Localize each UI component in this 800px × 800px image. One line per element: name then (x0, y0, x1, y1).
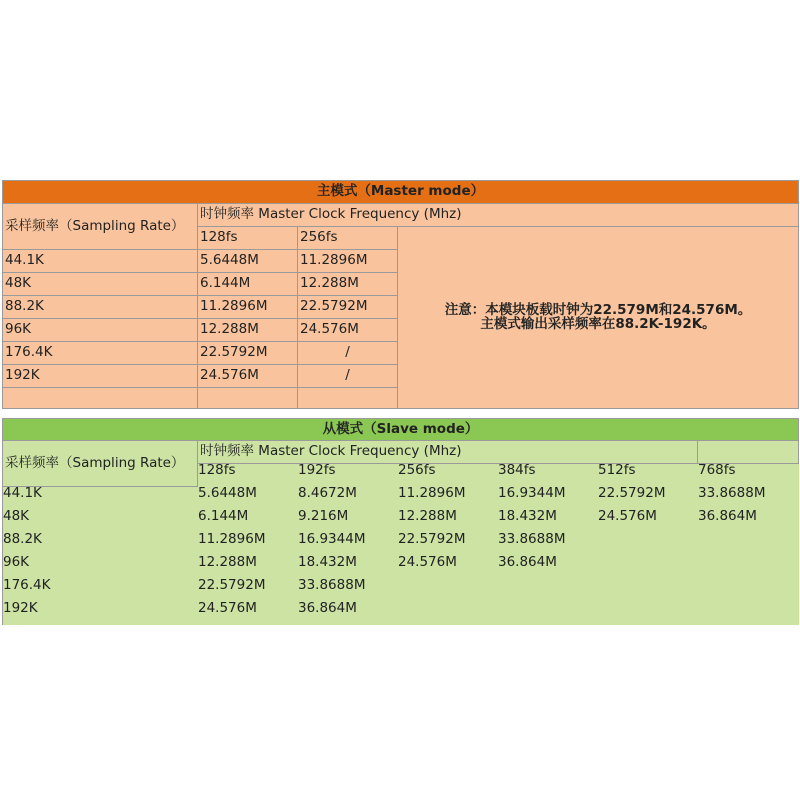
master-value-cell: 11.2896M (198, 296, 298, 319)
master-value-cell: 5.6448M (198, 250, 298, 273)
master-value-cell: 24.576M (298, 319, 398, 342)
master-value-cell: 6.144M (198, 273, 298, 296)
master-value-cell: 11.2896M (298, 250, 398, 273)
slave-empty-cell (698, 441, 799, 464)
master-note (398, 227, 799, 409)
slave-mode-table (2, 418, 799, 625)
table-spacer (2, 404, 798, 418)
master-rate-cell: 176.4K (3, 342, 198, 365)
master-value-cell: / (298, 342, 398, 365)
master-mode-table (2, 180, 799, 409)
master-rate-cell: 48K (3, 273, 198, 296)
slave-clock-frequency-header: 时钟频率 Master Clock Frequency (Mhz) (198, 441, 698, 464)
master-value-cell: / (298, 365, 398, 388)
master-mode-title: 主模式（Master mode） (3, 181, 799, 204)
master-rate-cell: 192K (3, 365, 198, 388)
master-value-cell: 24.576M (198, 365, 298, 388)
master-note-line-2: 主模式输出采样频率在88.2K-192K。 (480, 315, 716, 332)
master-rate-cell: 88.2K (3, 296, 198, 319)
master-column-header: 256fs (298, 227, 398, 250)
master-rate-cell: 96K (3, 319, 198, 342)
master-column-header: 128fs (198, 227, 298, 250)
master-note-line-1: 注意：本模块板载时钟为22.579M和24.576M。 (444, 302, 752, 318)
master-sampling-rate-header: 采样频率（Sampling Rate） (3, 204, 198, 250)
master-value-cell: 12.288M (298, 273, 398, 296)
master-value-cell: 22.5792M (298, 296, 398, 319)
master-value-cell: 22.5792M (198, 342, 298, 365)
master-rate-cell: 44.1K (3, 250, 198, 273)
slave-sampling-rate-header: 采样频率（Sampling Rate） (3, 441, 198, 487)
master-value-cell: 12.288M (198, 319, 298, 342)
master-clock-frequency-header: 时钟频率 Master Clock Frequency (Mhz) (198, 204, 799, 227)
slave-mode-title: 从模式（Slave mode） (3, 419, 799, 441)
